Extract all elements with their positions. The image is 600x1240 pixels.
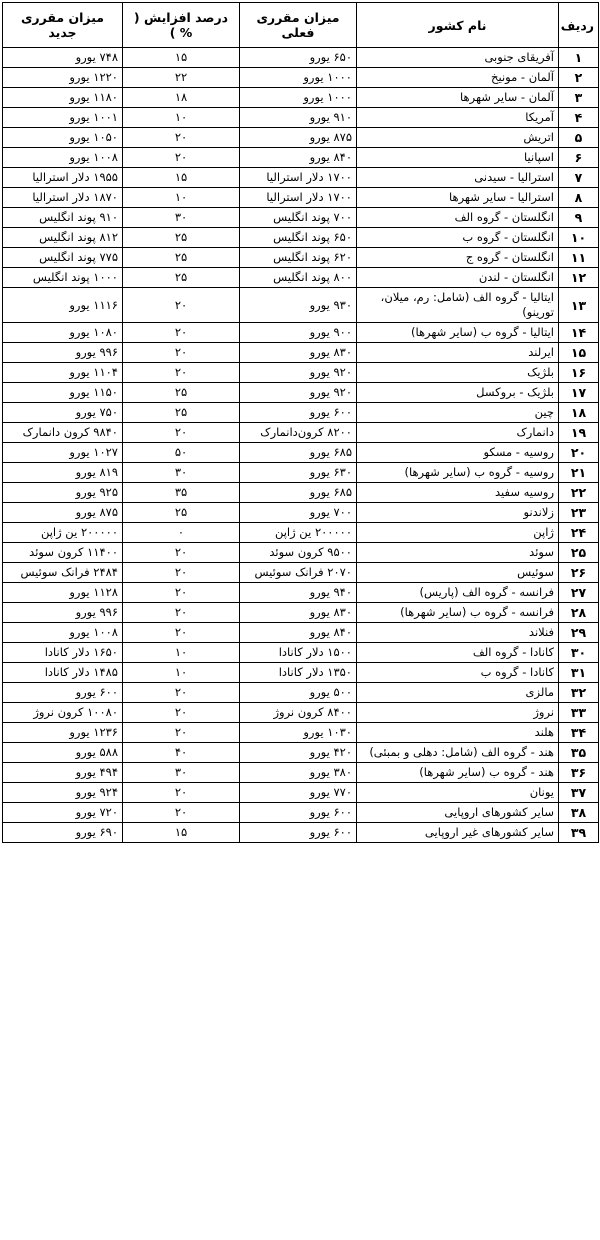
header-country-name: نام کشور xyxy=(357,3,559,48)
current-allowance-cell: ۶۰۰ یورو xyxy=(240,403,357,423)
table-row xyxy=(3,523,599,543)
table-row xyxy=(3,543,599,563)
new-allowance-cell: ۱۱۲۸ یورو xyxy=(3,583,123,603)
new-allowance-cell: ۱۱۱۶ یورو xyxy=(3,288,123,323)
current-allowance-cell: ۹۲۰ یورو xyxy=(240,363,357,383)
header-row-number: ردیف xyxy=(559,3,599,48)
new-allowance-cell: ۱۸۷۰ دلار استرالیا xyxy=(3,188,123,208)
increase-percent-cell: ۵۰ xyxy=(123,443,240,463)
country-name-cell: استرالیا - سیدنی xyxy=(357,168,559,188)
country-name-cell: یونان xyxy=(357,783,559,803)
table-row xyxy=(3,823,599,843)
table-row xyxy=(3,603,599,623)
new-allowance-cell: ۷۵۰ یورو xyxy=(3,403,123,423)
new-allowance-cell: ۸۱۲ پوند انگلیس xyxy=(3,228,123,248)
current-allowance-cell: ۲۰۰۰۰۰ ین ژاپن xyxy=(240,523,357,543)
new-allowance-cell: ۱۰۰۸۰ کرون نروژ xyxy=(3,703,123,723)
new-allowance-cell: ۷۷۵ پوند انگلیس xyxy=(3,248,123,268)
current-allowance-cell: ۹۰۰ یورو xyxy=(240,323,357,343)
increase-percent-cell: ۲۰ xyxy=(123,603,240,623)
row-number-cell: ۳۰ xyxy=(559,643,599,663)
table-row xyxy=(3,208,599,228)
row-number-cell: ۷ xyxy=(559,168,599,188)
current-allowance-cell: ۹۴۰ یورو xyxy=(240,583,357,603)
increase-percent-cell: ۳۵ xyxy=(123,483,240,503)
new-allowance-cell: ۸۷۵ یورو xyxy=(3,503,123,523)
new-allowance-cell: ۱۶۵۰ دلار کانادا xyxy=(3,643,123,663)
current-allowance-cell: ۵۰۰ یورو xyxy=(240,683,357,703)
table-body xyxy=(3,48,599,843)
new-allowance-cell: ۹۲۵ یورو xyxy=(3,483,123,503)
country-name-cell: سایر کشورهای غیر اروپایی xyxy=(357,823,559,843)
row-number-cell: ۲۸ xyxy=(559,603,599,623)
row-number-cell: ۳۱ xyxy=(559,663,599,683)
row-number-cell: ۹ xyxy=(559,208,599,228)
country-name-cell: اسپانیا xyxy=(357,148,559,168)
increase-percent-cell: ۲۰ xyxy=(123,783,240,803)
table-row xyxy=(3,563,599,583)
increase-percent-cell: ۰ xyxy=(123,523,240,543)
new-allowance-cell: ۹۹۶ یورو xyxy=(3,603,123,623)
new-allowance-cell: ۱۰۲۷ یورو xyxy=(3,443,123,463)
country-name-cell: سایر کشورهای اروپایی xyxy=(357,803,559,823)
row-number-cell: ۲۵ xyxy=(559,543,599,563)
increase-percent-cell: ۲۰ xyxy=(123,583,240,603)
increase-percent-cell: ۲۲ xyxy=(123,68,240,88)
increase-percent-cell: ۲۰ xyxy=(123,803,240,823)
row-number-cell: ۳۶ xyxy=(559,763,599,783)
country-name-cell: روسیه - مسکو xyxy=(357,443,559,463)
row-number-cell: ۸ xyxy=(559,188,599,208)
increase-percent-cell: ۲۰ xyxy=(123,563,240,583)
current-allowance-cell: ۶۵۰ یورو xyxy=(240,48,357,68)
country-name-cell: کانادا - گروه الف xyxy=(357,643,559,663)
increase-percent-cell: ۲۰ xyxy=(123,343,240,363)
new-allowance-cell: ۱۰۰۰ پوند انگلیس xyxy=(3,268,123,288)
current-allowance-cell: ۷۰۰ پوند انگلیس xyxy=(240,208,357,228)
current-allowance-cell: ۸۳۰ یورو xyxy=(240,603,357,623)
table-row xyxy=(3,383,599,403)
country-name-cell: ایتالیا - گروه ب (سایر شهرها) xyxy=(357,323,559,343)
header-increase-percent: درصد افزایش ( % ) xyxy=(123,3,240,48)
increase-percent-cell: ۲۵ xyxy=(123,383,240,403)
new-allowance-cell: ۲۰۰۰۰۰ ین ژاپن xyxy=(3,523,123,543)
country-name-cell: ایرلند xyxy=(357,343,559,363)
increase-percent-cell: ۲۵ xyxy=(123,248,240,268)
current-allowance-cell: ۸۲۰۰ کرون‌دانمارک xyxy=(240,423,357,443)
new-allowance-cell: ۱۱۸۰ یورو xyxy=(3,88,123,108)
country-name-cell: انگلستان - لندن xyxy=(357,268,559,288)
current-allowance-cell: ۸۴۰ یورو xyxy=(240,148,357,168)
country-name-cell: سوئد xyxy=(357,543,559,563)
table-row xyxy=(3,88,599,108)
table-row xyxy=(3,268,599,288)
new-allowance-cell: ۱۱۵۰ یورو xyxy=(3,383,123,403)
allowance-table xyxy=(2,2,599,843)
row-number-cell: ۲۰ xyxy=(559,443,599,463)
increase-percent-cell: ۲۰ xyxy=(123,128,240,148)
new-allowance-cell: ۷۲۰ یورو xyxy=(3,803,123,823)
country-name-cell: چین xyxy=(357,403,559,423)
current-allowance-cell: ۴۲۰ یورو xyxy=(240,743,357,763)
table-row xyxy=(3,68,599,88)
new-allowance-cell: ۴۹۴ یورو xyxy=(3,763,123,783)
country-name-cell: سوئیس xyxy=(357,563,559,583)
increase-percent-cell: ۲۰ xyxy=(123,288,240,323)
country-name-cell: زلاندنو xyxy=(357,503,559,523)
new-allowance-cell: ۲۴۸۴ فرانک سوئیس xyxy=(3,563,123,583)
row-number-cell: ۳۹ xyxy=(559,823,599,843)
country-name-cell: آلمان - مونیخ xyxy=(357,68,559,88)
increase-percent-cell: ۲۰ xyxy=(123,683,240,703)
row-number-cell: ۱۵ xyxy=(559,343,599,363)
increase-percent-cell: ۳۰ xyxy=(123,463,240,483)
row-number-cell: ۳۳ xyxy=(559,703,599,723)
table-row xyxy=(3,168,599,188)
table-row xyxy=(3,743,599,763)
new-allowance-cell: ۱۰۵۰ یورو xyxy=(3,128,123,148)
current-allowance-cell: ۱۷۰۰ دلار استرالیا xyxy=(240,188,357,208)
country-name-cell: فرانسه - گروه الف (پاریس) xyxy=(357,583,559,603)
current-allowance-cell: ۹۱۰ یورو xyxy=(240,108,357,128)
current-allowance-cell: ۶۰۰ یورو xyxy=(240,823,357,843)
country-name-cell: فرانسه - گروه ب (سایر شهرها) xyxy=(357,603,559,623)
table-row xyxy=(3,363,599,383)
new-allowance-cell: ۵۸۸ یورو xyxy=(3,743,123,763)
row-number-cell: ۲۶ xyxy=(559,563,599,583)
increase-percent-cell: ۳۰ xyxy=(123,763,240,783)
current-allowance-cell: ۱۰۰۰ یورو xyxy=(240,88,357,108)
row-number-cell: ۲۲ xyxy=(559,483,599,503)
increase-percent-cell: ۲۰ xyxy=(123,323,240,343)
increase-percent-cell: ۱۸ xyxy=(123,88,240,108)
table-row xyxy=(3,463,599,483)
current-allowance-cell: ۸۷۵ یورو xyxy=(240,128,357,148)
increase-percent-cell: ۴۰ xyxy=(123,743,240,763)
row-number-cell: ۳ xyxy=(559,88,599,108)
increase-percent-cell: ۲۵ xyxy=(123,268,240,288)
increase-percent-cell: ۲۵ xyxy=(123,403,240,423)
row-number-cell: ۱۸ xyxy=(559,403,599,423)
new-allowance-cell: ۱۲۲۰ یورو xyxy=(3,68,123,88)
header-row xyxy=(3,3,599,48)
country-name-cell: روسیه - گروه ب (سایر شهرها) xyxy=(357,463,559,483)
current-allowance-cell: ۶۰۰ یورو xyxy=(240,803,357,823)
country-name-cell: هند - گروه ب (سایر شهرها) xyxy=(357,763,559,783)
table-row xyxy=(3,288,599,323)
country-name-cell: نروژ xyxy=(357,703,559,723)
table-row xyxy=(3,763,599,783)
new-allowance-cell: ۱۱۴۰۰ کرون سوئد xyxy=(3,543,123,563)
row-number-cell: ۶ xyxy=(559,148,599,168)
country-name-cell: استرالیا - سایر شهرها xyxy=(357,188,559,208)
table-row xyxy=(3,443,599,463)
new-allowance-cell: ۱۲۳۶ یورو xyxy=(3,723,123,743)
increase-percent-cell: ۲۰ xyxy=(123,543,240,563)
country-name-cell: آفریقای جنوبی xyxy=(357,48,559,68)
current-allowance-cell: ۸۰۰ پوند انگلیس xyxy=(240,268,357,288)
country-name-cell: کانادا - گروه ب xyxy=(357,663,559,683)
increase-percent-cell: ۲۰ xyxy=(123,148,240,168)
current-allowance-cell: ۸۴۰۰ کرون نروژ xyxy=(240,703,357,723)
country-name-cell: ایتالیا - گروه الف (شامل: رم، میلان، تورینو) xyxy=(357,288,559,323)
current-allowance-cell: ۷۰۰ یورو xyxy=(240,503,357,523)
new-allowance-cell: ۹۲۴ یورو xyxy=(3,783,123,803)
header-current-allowance: میزان مقرری فعلی xyxy=(240,3,357,48)
country-name-cell: روسیه سفید xyxy=(357,483,559,503)
table-row xyxy=(3,643,599,663)
country-name-cell: انگلستان - گروه الف xyxy=(357,208,559,228)
table-row xyxy=(3,248,599,268)
table-row xyxy=(3,343,599,363)
row-number-cell: ۳۲ xyxy=(559,683,599,703)
new-allowance-cell: ۱۰۸۰ یورو xyxy=(3,323,123,343)
new-allowance-cell: ۱۰۰۱ یورو xyxy=(3,108,123,128)
row-number-cell: ۲۷ xyxy=(559,583,599,603)
row-number-cell: ۲۴ xyxy=(559,523,599,543)
new-allowance-cell: ۹۸۴۰ کرون دانمارک xyxy=(3,423,123,443)
increase-percent-cell: ۲۵ xyxy=(123,228,240,248)
increase-percent-cell: ۱۰ xyxy=(123,108,240,128)
new-allowance-cell: ۱۴۸۵ دلار کانادا xyxy=(3,663,123,683)
current-allowance-cell: ۹۵۰۰ کرون سوئد xyxy=(240,543,357,563)
row-number-cell: ۳۷ xyxy=(559,783,599,803)
current-allowance-cell: ۶۸۵ یورو xyxy=(240,483,357,503)
table-row xyxy=(3,403,599,423)
new-allowance-cell: ۱۰۰۸ یورو xyxy=(3,623,123,643)
table-row xyxy=(3,703,599,723)
table-row xyxy=(3,503,599,523)
new-allowance-cell: ۱۱۰۴ یورو xyxy=(3,363,123,383)
new-allowance-cell: ۹۹۶ یورو xyxy=(3,343,123,363)
country-name-cell: ژاپن xyxy=(357,523,559,543)
table-row xyxy=(3,323,599,343)
row-number-cell: ۲۱ xyxy=(559,463,599,483)
table-row xyxy=(3,48,599,68)
new-allowance-cell: ۱۹۵۵ دلار استرالیا xyxy=(3,168,123,188)
row-number-cell: ۳۵ xyxy=(559,743,599,763)
country-name-cell: مالزی xyxy=(357,683,559,703)
increase-percent-cell: ۲۰ xyxy=(123,623,240,643)
increase-percent-cell: ۱۵ xyxy=(123,48,240,68)
row-number-cell: ۲۳ xyxy=(559,503,599,523)
table-row xyxy=(3,148,599,168)
current-allowance-cell: ۷۷۰ یورو xyxy=(240,783,357,803)
country-name-cell: هند - گروه الف (شامل: دهلی و بمبئی) xyxy=(357,743,559,763)
table-row xyxy=(3,423,599,443)
row-number-cell: ۳۸ xyxy=(559,803,599,823)
increase-percent-cell: ۱۵ xyxy=(123,823,240,843)
increase-percent-cell: ۲۰ xyxy=(123,723,240,743)
country-name-cell: آمریکا xyxy=(357,108,559,128)
current-allowance-cell: ۱۳۵۰ دلار کانادا xyxy=(240,663,357,683)
current-allowance-cell: ۸۴۰ یورو xyxy=(240,623,357,643)
table-row xyxy=(3,583,599,603)
new-allowance-cell: ۱۰۰۸ یورو xyxy=(3,148,123,168)
new-allowance-cell: ۶۹۰ یورو xyxy=(3,823,123,843)
current-allowance-cell: ۹۳۰ یورو xyxy=(240,288,357,323)
current-allowance-cell: ۱۷۰۰ دلار استرالیا xyxy=(240,168,357,188)
table-row xyxy=(3,188,599,208)
current-allowance-cell: ۸۳۰ یورو xyxy=(240,343,357,363)
table-row xyxy=(3,723,599,743)
table-row xyxy=(3,803,599,823)
increase-percent-cell: ۳۰ xyxy=(123,208,240,228)
table-row xyxy=(3,623,599,643)
current-allowance-cell: ۶۵۰ پوند انگلیس xyxy=(240,228,357,248)
country-name-cell: بلژیک xyxy=(357,363,559,383)
increase-percent-cell: ۱۰ xyxy=(123,663,240,683)
table-row xyxy=(3,663,599,683)
table-row xyxy=(3,783,599,803)
current-allowance-cell: ۱۰۰۰ یورو xyxy=(240,68,357,88)
country-name-cell: هلند xyxy=(357,723,559,743)
current-allowance-cell: ۱۵۰۰ دلار کانادا xyxy=(240,643,357,663)
row-number-cell: ۱۰ xyxy=(559,228,599,248)
new-allowance-cell: ۷۴۸ یورو xyxy=(3,48,123,68)
row-number-cell: ۱۱ xyxy=(559,248,599,268)
country-name-cell: آلمان - سایر شهرها xyxy=(357,88,559,108)
increase-percent-cell: ۲۰ xyxy=(123,703,240,723)
increase-percent-cell: ۲۰ xyxy=(123,423,240,443)
row-number-cell: ۴ xyxy=(559,108,599,128)
current-allowance-cell: ۶۸۵ یورو xyxy=(240,443,357,463)
table-row xyxy=(3,228,599,248)
new-allowance-cell: ۶۰۰ یورو xyxy=(3,683,123,703)
new-allowance-cell: ۸۱۹ یورو xyxy=(3,463,123,483)
current-allowance-cell: ۶۳۰ یورو xyxy=(240,463,357,483)
row-number-cell: ۲ xyxy=(559,68,599,88)
row-number-cell: ۱۷ xyxy=(559,383,599,403)
current-allowance-cell: ۱۰۳۰ یورو xyxy=(240,723,357,743)
table-row xyxy=(3,108,599,128)
country-name-cell: فنلاند xyxy=(357,623,559,643)
table-row xyxy=(3,128,599,148)
row-number-cell: ۱۶ xyxy=(559,363,599,383)
increase-percent-cell: ۱۵ xyxy=(123,168,240,188)
increase-percent-cell: ۱۰ xyxy=(123,643,240,663)
header-new-allowance: میزان مقرری جدید xyxy=(3,3,123,48)
row-number-cell: ۲۹ xyxy=(559,623,599,643)
country-name-cell: انگلستان - گروه ب xyxy=(357,228,559,248)
increase-percent-cell: ۲۰ xyxy=(123,363,240,383)
row-number-cell: ۵ xyxy=(559,128,599,148)
table-row xyxy=(3,683,599,703)
country-name-cell: انگلستان - گروه ج xyxy=(357,248,559,268)
row-number-cell: ۳۴ xyxy=(559,723,599,743)
increase-percent-cell: ۱۰ xyxy=(123,188,240,208)
country-name-cell: بلژیک - بروکسل xyxy=(357,383,559,403)
current-allowance-cell: ۳۸۰ یورو xyxy=(240,763,357,783)
current-allowance-cell: ۲۰۷۰ فرانک سوئیس xyxy=(240,563,357,583)
current-allowance-cell: ۶۲۰ پوند انگلیس xyxy=(240,248,357,268)
row-number-cell: ۱۳ xyxy=(559,288,599,323)
increase-percent-cell: ۲۵ xyxy=(123,503,240,523)
country-name-cell: اتریش xyxy=(357,128,559,148)
row-number-cell: ۱۲ xyxy=(559,268,599,288)
row-number-cell: ۱۴ xyxy=(559,323,599,343)
table-row xyxy=(3,483,599,503)
row-number-cell: ۱ xyxy=(559,48,599,68)
country-name-cell: دانمارک xyxy=(357,423,559,443)
current-allowance-cell: ۹۲۰ یورو xyxy=(240,383,357,403)
new-allowance-cell: ۹۱۰ پوند انگلیس xyxy=(3,208,123,228)
row-number-cell: ۱۹ xyxy=(559,423,599,443)
